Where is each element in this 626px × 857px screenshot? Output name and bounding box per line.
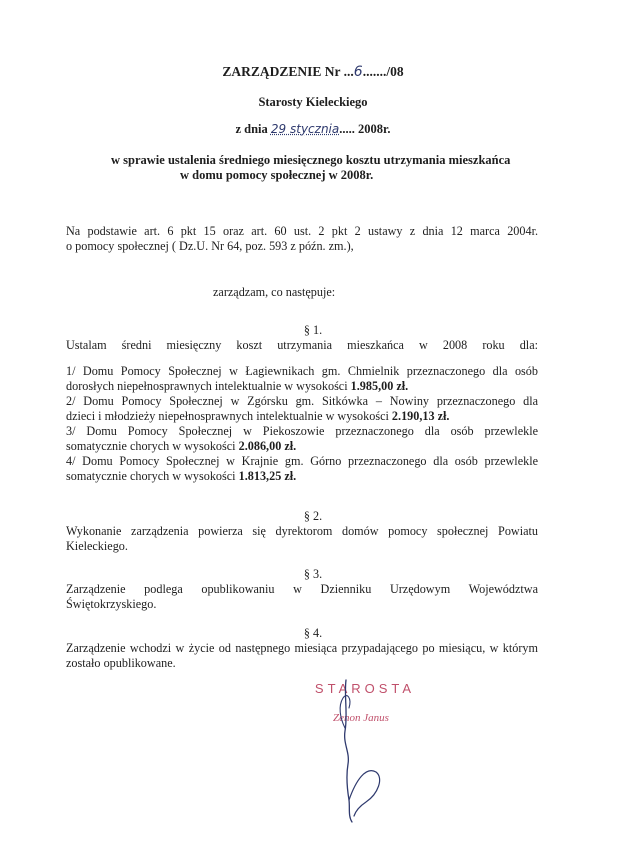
legal-basis-line-1: Na podstawie art. 6 pkt 15 oraz art. 60 ust. 2 pkt 2 ustawy z dnia 12 marca 2004r.	[66, 224, 538, 238]
section-4-line-1: Zarządzenie wchodzi w życie od następnego miesiąca przypadającego po miesiącu, w którym	[66, 641, 538, 655]
section-4-heading: § 4.	[303, 626, 323, 640]
handwritten-signature	[318, 676, 388, 826]
legal-basis-line-2: o pomocy społecznej ( Dz.U. Nr 64, poz. 593 z późn. zm.),	[66, 239, 354, 253]
item-3-amount: 2.086,00 zł.	[238, 439, 297, 453]
date-handwritten: 29 stycznia	[270, 122, 340, 136]
item-4-line-2: somatycznie chorych w wysokości 1.813,25 zł.	[66, 469, 297, 483]
item-4-amount: 1.813,25 zł.	[238, 469, 297, 483]
section-1-intro: Ustalam średni miesięczny koszt utrzymania mieszkańca w 2008 roku dla:	[66, 338, 538, 352]
item-3-line-2: somatycznie chorych w wysokości 2.086,00 zł.	[66, 439, 297, 453]
section-3-heading: § 3.	[303, 567, 323, 581]
decree-date: z dnia 29 stycznia..... 2008r.	[235, 122, 391, 136]
section-1-heading: § 1.	[303, 323, 323, 337]
section-3-line-1: Zarządzenie podlega opublikowaniu w Dzienniku Urzędowym Województwa	[66, 582, 538, 596]
stamp-name: Zenon Janus	[333, 712, 389, 724]
item-1-amount: 1.985,00 zł.	[350, 379, 409, 393]
decree-title: ZARZĄDZENIE Nr ...6......./08	[222, 64, 404, 80]
item-2-line-1: 2/ Domu Pomocy Społecznej w Zgórsku gm. Sitkówka – Nowiny przeznaczonego dla	[66, 394, 538, 408]
section-2-line-1: Wykonanie zarządzenia powierza się dyrektorom domów pomocy społecznej Powiatu	[66, 524, 538, 538]
item-1-line-1: 1/ Domu Pomocy Społecznej w Łagiewnikach gm. Chmielnik przeznaczonego dla osób	[66, 364, 538, 378]
section-3-line-2: Świętokrzyskiego.	[66, 597, 157, 611]
decree-intro: zarządzam, co następuje:	[213, 285, 336, 299]
subject-line-2: w domu pomocy społecznej w 2008r.	[180, 168, 374, 182]
item-2-line-2: dzieci i młodzieży niepełnosprawnych intelektualnie w wysokości 2.190,13 zł.	[66, 409, 450, 423]
subject-line-1: w sprawie ustalenia średniego miesięcznego kosztu utrzymania mieszkańca	[111, 153, 511, 167]
item-4-line-1: 4/ Domu Pomocy Społecznej w Krajnie gm. Górno przeznaczonego dla osób przewlekle	[66, 454, 538, 468]
stamp-title: STAROSTA	[314, 681, 416, 696]
section-4-line-2: zostało opublikowane.	[66, 656, 176, 670]
item-3-line-1: 3/ Domu Pomocy Społecznej w Piekoszowie przeznaczonego dla osób przewlekle	[66, 424, 538, 438]
item-2-amount: 2.190,13 zł.	[391, 409, 450, 423]
decree-number-handwritten: 6	[353, 64, 363, 80]
item-1-line-2: dorosłych niepełnosprawnych intelektualnie w wysokości 1.985,00 zł.	[66, 379, 409, 393]
section-2-line-2: Kieleckiego.	[66, 539, 128, 553]
issuer: Starosty Kieleckiego	[258, 95, 368, 109]
section-2-heading: § 2.	[303, 509, 323, 523]
